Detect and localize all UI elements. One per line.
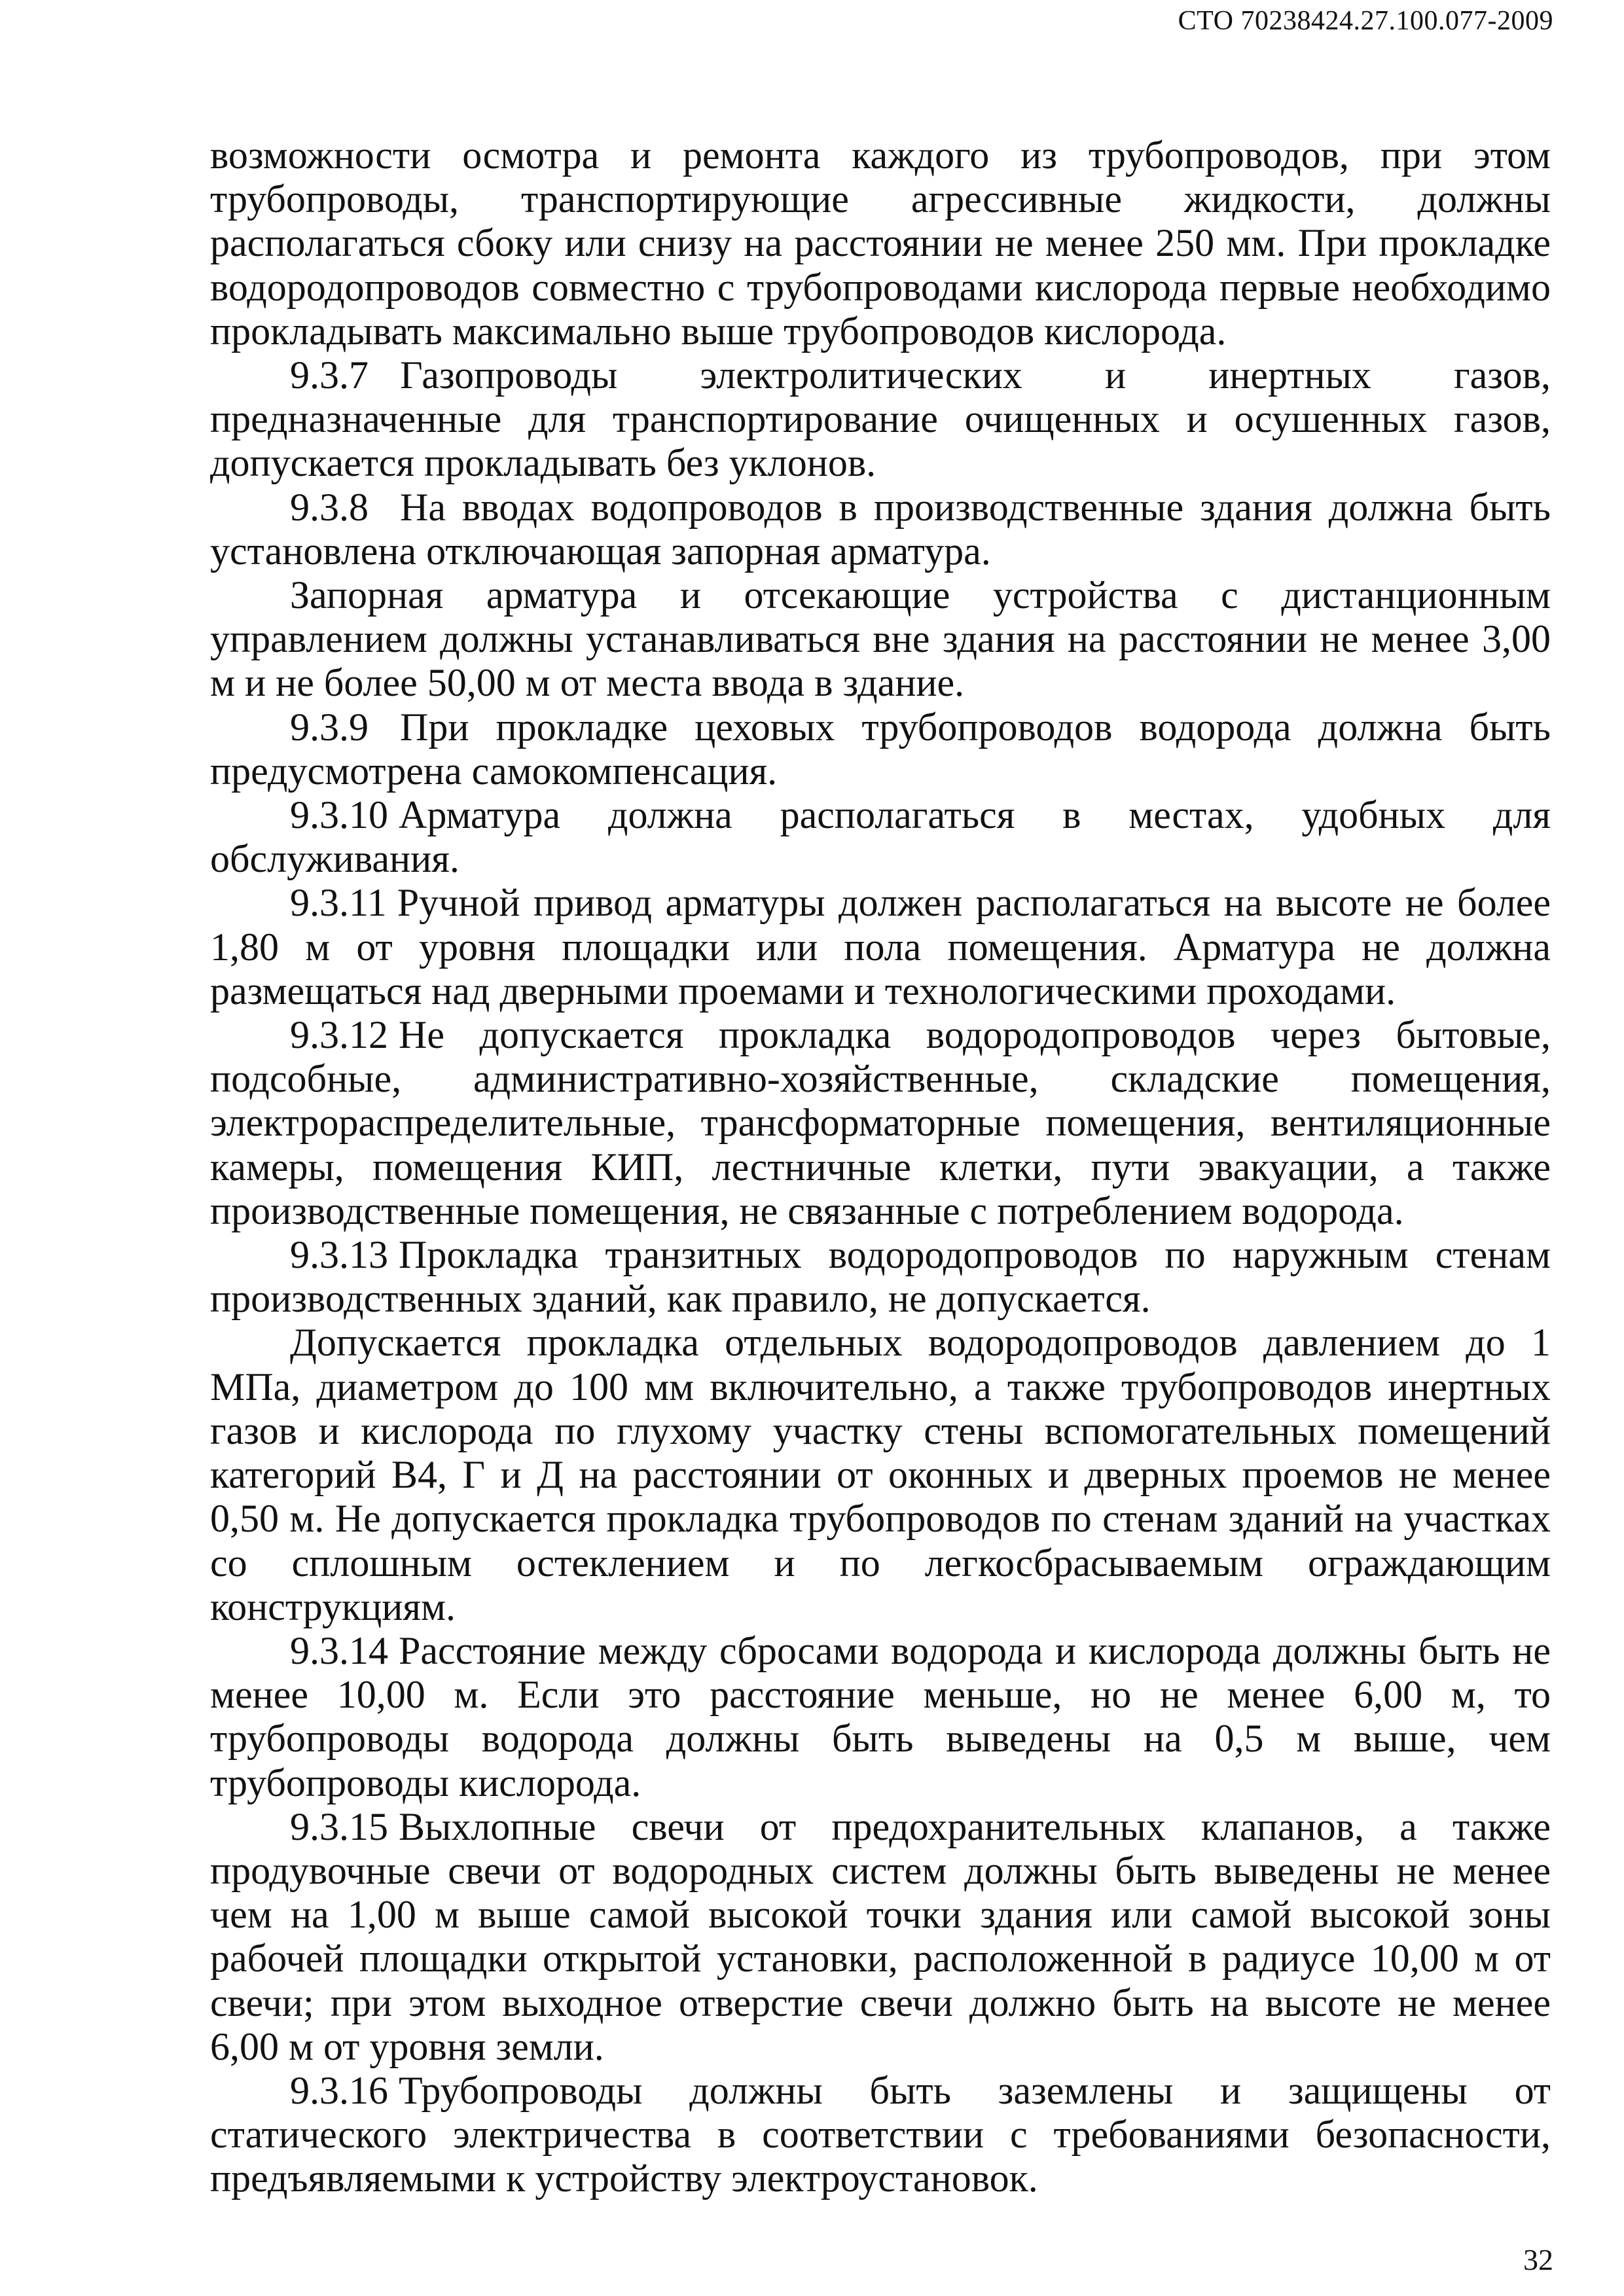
clause-9-3-8 <box>210 486 1551 573</box>
clause-9-3-10 <box>210 793 1551 881</box>
clause-text: Трубопроводы должны быть заземлены и защищены от статического электричества в соответствии с требованиями безопасности, предъявляемыми к устройству электроустановок. <box>210 2068 1551 2200</box>
clause-number: 9.3.13 <box>290 1233 388 1277</box>
clause-number: 9.3.11 <box>290 881 387 925</box>
paragraph-text: возможности осмотра и ремонта каждого из трубопроводов, при этом трубопроводы, транспортирующие агрессивные жидкости, должны располагаться сбоку или снизу на расстоянии не менее 250 мм. При прокладке водородопроводов совместно с трубопроводами кислорода первые необходимо прокладывать максимально выше трубопроводов кислорода. <box>210 134 1551 353</box>
clause-9-3-14 <box>210 1629 1551 1805</box>
clause-text: На вводах водопроводов в производственные здания должна быть установлена отключающая запорная арматура. <box>210 485 1551 573</box>
clause-number: 9.3.14 <box>290 1628 388 1672</box>
document-code-header: СТО 70238424.27.100.077-2009 <box>1178 6 1553 36</box>
clause-text: Арматура должна располагаться в местах, удобных для обслуживания. <box>210 793 1551 881</box>
clause-9-3-11 <box>210 881 1551 1013</box>
clause-9-3-7 <box>210 353 1551 486</box>
paragraph-exceptions <box>210 1321 1551 1628</box>
clause-number: 9.3.8 <box>290 485 369 529</box>
clause-text: Расстояние между сбросами водорода и кислорода должны быть не менее 10,00 м. Если это расстояние меньше, но не менее 6,00 м, то трубопроводы водорода должны быть выведены на 0,5 м выше, чем трубопроводы кислорода. <box>210 1628 1551 1804</box>
clause-9-3-12 <box>210 1013 1551 1233</box>
clause-text: Ручной привод арматуры должен располагаться на высоте не более 1,80 м от уровня площадки или пола помещения. Арматура не должна размещаться над дверными проемами и технологическими проходами. <box>210 881 1551 1013</box>
page-number: 32 <box>1523 2243 1553 2276</box>
document-body <box>210 134 1551 2201</box>
clause-text: Прокладка транзитных водородопроводов по наружным стенам производственных зданий, как правило, не допускается. <box>210 1233 1551 1321</box>
clause-text: Газопроводы электролитических и инертных газов, предназначенные для транспортирование очищенных и осушенных газов, допускается прокладывать без уклонов. <box>210 353 1551 485</box>
paragraph-shutoff-valves <box>210 573 1551 706</box>
clause-text: Выхлопные свечи от предохранительных клапанов, а также продувочные свечи от водородных систем должны быть выведены не менее чем на 1,00 м выше самой высокой точки здания или самой высокой зоны рабочей площадки открытой установки, расположенной в радиусе 10,00 м от свечи; при этом выходное отверстие свечи должно быть на высоте не менее 6,00 м от уровня земли. <box>210 1804 1551 2068</box>
paragraph-text: Запорная арматура и отсекающие устройства с дистанционным управлением должны устанавливаться вне здания на расстоянии не менее 3,00 м и не более 50,00 м от места ввода в здание. <box>210 573 1551 705</box>
clause-number: 9.3.10 <box>290 793 388 837</box>
clause-number: 9.3.15 <box>290 1804 388 1848</box>
clause-number: 9.3.7 <box>290 353 369 397</box>
clause-text: При прокладке цеховых трубопроводов водорода должна быть предусмотрена самокомпенсация. <box>210 705 1551 793</box>
clause-9-3-13 <box>210 1233 1551 1321</box>
paragraph-continuation <box>210 134 1551 353</box>
paragraph-text: Допускается прокладка отдельных водородопроводов давлением до 1 МПа, диаметром до 100 мм включительно, а также трубопроводов инертных газов и кислорода по глухому участку стены вспомогательных помещений категорий В4, Г и Д на расстоянии от оконных и дверных проемов не менее 0,50 м. Не допускается прокладка трубопроводов по стенам зданий на участках со сплошным остеклением и по легкосбрасываемым ограждающим конструкциям. <box>210 1321 1551 1628</box>
clause-number: 9.3.12 <box>290 1013 388 1057</box>
clause-text: Не допускается прокладка водородопроводов через бытовые, подсобные, административно-хозяйственные, складские помещения, электрораспределительные, трансформаторные помещения, вентиляционные камеры, помещения КИП, лестничные клетки, пути эвакуации, а также производственные помещения, не связанные с потреблением водорода. <box>210 1013 1551 1232</box>
clause-9-3-16 <box>210 2069 1551 2201</box>
clause-number: 9.3.16 <box>290 2068 388 2112</box>
clause-9-3-15 <box>210 1805 1551 2069</box>
clause-9-3-9 <box>210 706 1551 793</box>
clause-number: 9.3.9 <box>290 705 369 749</box>
